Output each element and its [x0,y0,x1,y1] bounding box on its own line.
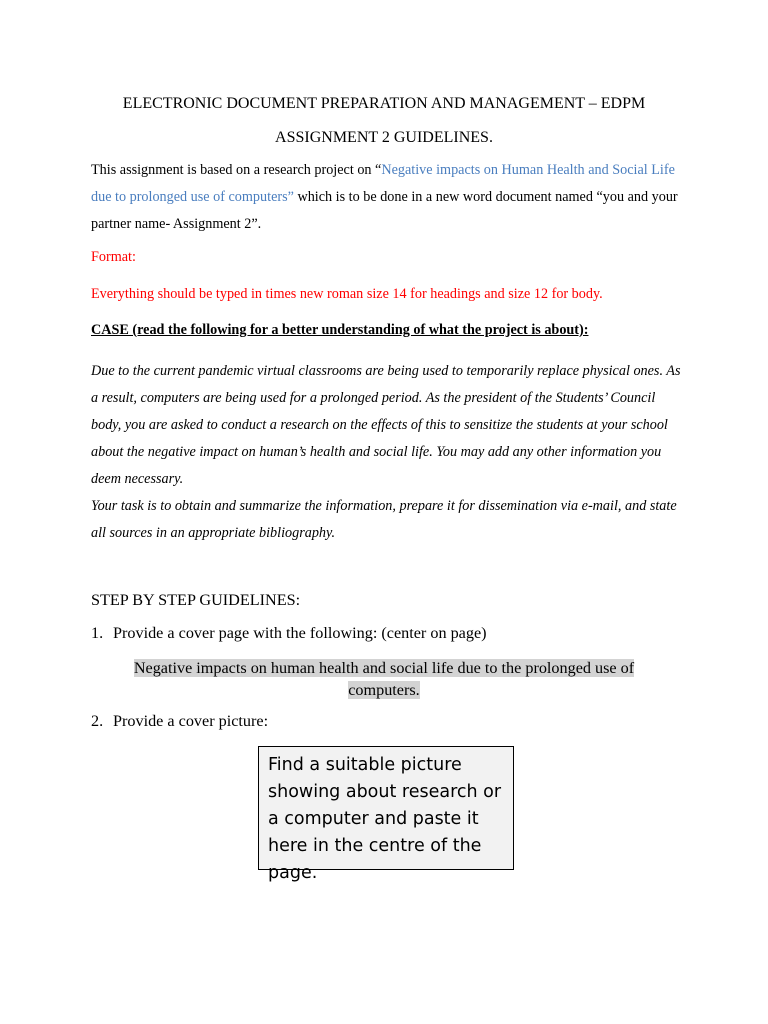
step-item-1 [91,624,487,643]
intro-paragraph [91,157,681,238]
case-paragraph-1: Due to the current pandemic virtual classrooms are being used to temporarily replace physical ones. As a result, computers are being used for a prolonged period. As the president of the Students’ Council body, you are asked to conduct a research on the effects of this to sensitize the students at your school about the negative impact on human’s health and social life. You may add any other information you deem necessary. [91,363,681,487]
cover-page-title [112,657,656,701]
step-text: Provide a cover page with the following: (center on page) [113,624,487,642]
cover-title-highlighted-text: Negative impacts on human health and social life due to the prolonged use of computers. [133,659,635,699]
steps-heading: STEP BY STEP GUIDELINES: [91,591,301,609]
case-paragraph-2: Your task is to obtain and summarize the information, prepare it for dissemination via e-mail, and state all sources in an appropriate bibliography. [91,498,677,541]
intro-text-after: which is to be done in a new word document named “you and your partner name- Assignment 2”. [91,189,678,232]
step-text: Provide a cover picture: [113,712,269,730]
project-topic-highlight: Negative impacts on Human Health and Social Life due to prolonged use of computers” [91,162,675,205]
step-item-2 [91,712,268,731]
format-instructions: Everything should be typed in times new roman size 14 for headings and size 12 for body. [91,286,603,302]
case-description [91,358,681,547]
step-number: 1. [91,624,104,642]
step-number: 2. [91,712,104,730]
intro-text-before: This assignment is based on a research project on “ [91,162,382,178]
document-title-line2: ASSIGNMENT 2 GUIDELINES. [275,129,493,146]
cover-picture-placeholder-box[interactable]: Find a suitable picture showing about research or a computer and paste it here in the centre of the page. [258,746,514,870]
document-title-line1: ELECTRONIC DOCUMENT PREPARATION AND MANAGEMENT – EDPM [122,95,646,112]
case-heading: CASE (read the following for a better understanding of what the project is about): [91,322,589,338]
format-label: Format: [91,249,136,265]
